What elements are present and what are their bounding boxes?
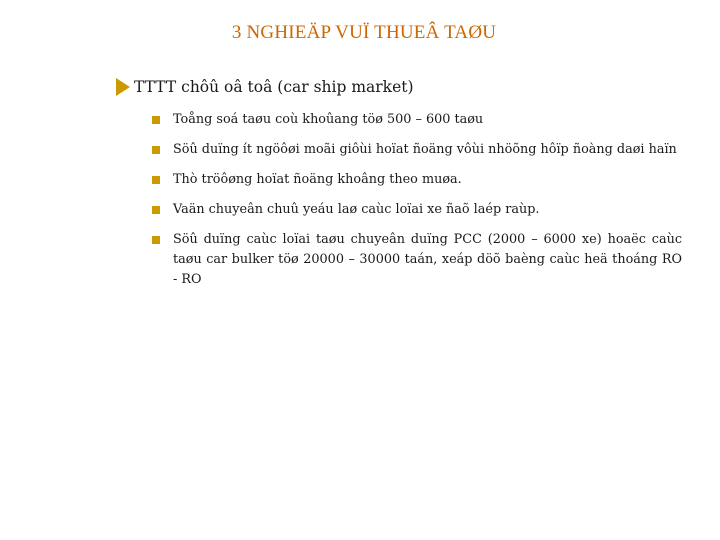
slide-title: 3 NGHIEÄP VUÏ THUEÂ TAØU	[231, 22, 497, 43]
bullet-item	[152, 230, 682, 290]
main-point-text: TTTT chôû oâ toâ (car ship market)	[134, 78, 414, 96]
bullet-item	[152, 170, 682, 190]
bullet-text: Söû duïng caùc loïai taøu chuyeân duïng PCC (2000 – 6000 xe) hoaëc caùc taøu car bulker töø 20000 – 30000 taán, xeáp döõ baèng caùc heä thoáng RO - RO	[173, 232, 682, 287]
bullet-text: Söû duïng ít ngöôøi moãi giôùi hoïat ñoäng vôùi nhöõng hôïp ñoàng daøi haïn	[173, 142, 677, 157]
square-bullet-icon	[152, 116, 160, 124]
square-bullet-icon	[152, 236, 160, 244]
bullet-text: Thò tröôøng hoïat ñoäng khoâng theo muøa.	[173, 172, 462, 187]
square-bullet-icon	[152, 206, 160, 214]
square-bullet-icon	[152, 146, 160, 154]
bullet-item	[152, 140, 682, 160]
arrow-bullet-icon	[116, 78, 130, 96]
bullet-item	[152, 200, 682, 220]
square-bullet-icon	[152, 176, 160, 184]
main-point	[116, 78, 414, 96]
bullet-list	[152, 110, 682, 300]
bullet-text: Toång soá taøu coù khoûang töø 500 – 600 taøu	[173, 112, 484, 127]
bullet-text: Vaän chuyeân chuû yeáu laø caùc loïai xe ñaõ laép raùp.	[173, 202, 540, 217]
bullet-item	[152, 110, 682, 130]
